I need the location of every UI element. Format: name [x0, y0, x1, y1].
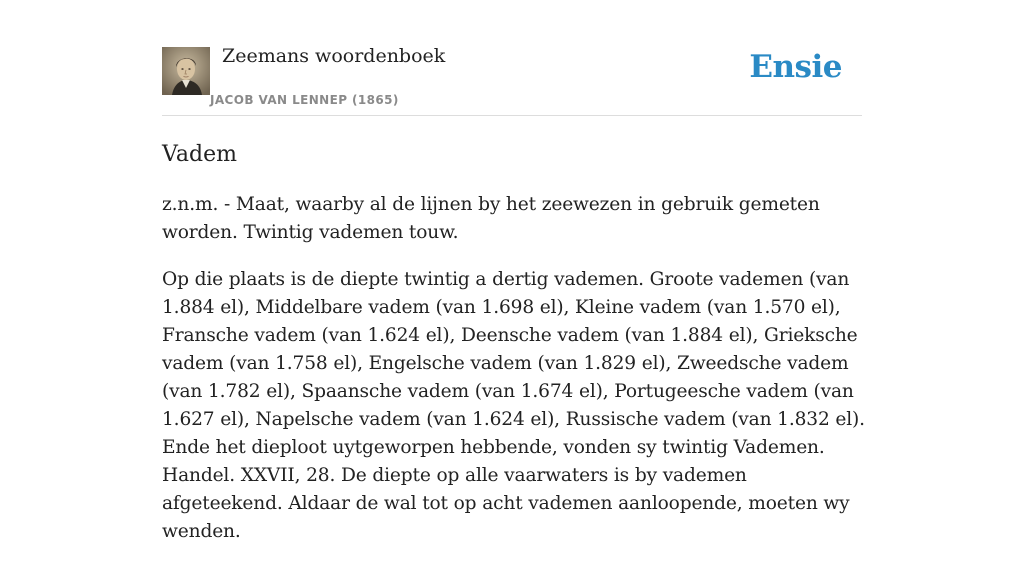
entry — [162, 140, 872, 565]
ensie-logo[interactable]: Ensie — [749, 49, 842, 85]
author-name[interactable]: JACOB VAN LENNEP (1865) — [210, 93, 399, 107]
author-avatar — [162, 47, 210, 95]
book-title[interactable]: Zeemans woordenboek — [222, 45, 446, 67]
header — [162, 0, 862, 116]
definition-paragraph: z.n.m. - Maat, waarby al de lijnen by het zeewezen in gebruik gemeten worden. Twintig vademen touw. — [162, 194, 820, 243]
author-portrait-image — [162, 47, 210, 95]
definition-paragraph: Op die plaats is de diepte twintig a dertig vademen. Groote vademen (van 1.884 el), Middelbare vadem (van 1.698 el), Kleine vadem (van 1.570 el), Fransche vadem (van 1.624 el), Deensche vadem (van 1.884 el), Grieksche vadem (van 1.758 el), Engelsche vadem (van 1.829 el), Zweedsche vadem (van 1.782 el), Spaansche vadem (van 1.674 el), Portugeesche vadem (van 1.627 el), Napelsche vadem (van 1.624 el), Russische vadem (van 1.832 el). Ende het dieploot uytgeworpen hebbende, vonden sy twintig Vademen. Handel. XXVII, 28. De diepte op alle vaarwaters is by vademen afgeteekend. Aldaar de wal tot op acht vademen aanloopende, moeten wy wenden. — [162, 269, 865, 542]
entry-title: Vadem — [162, 142, 237, 167]
